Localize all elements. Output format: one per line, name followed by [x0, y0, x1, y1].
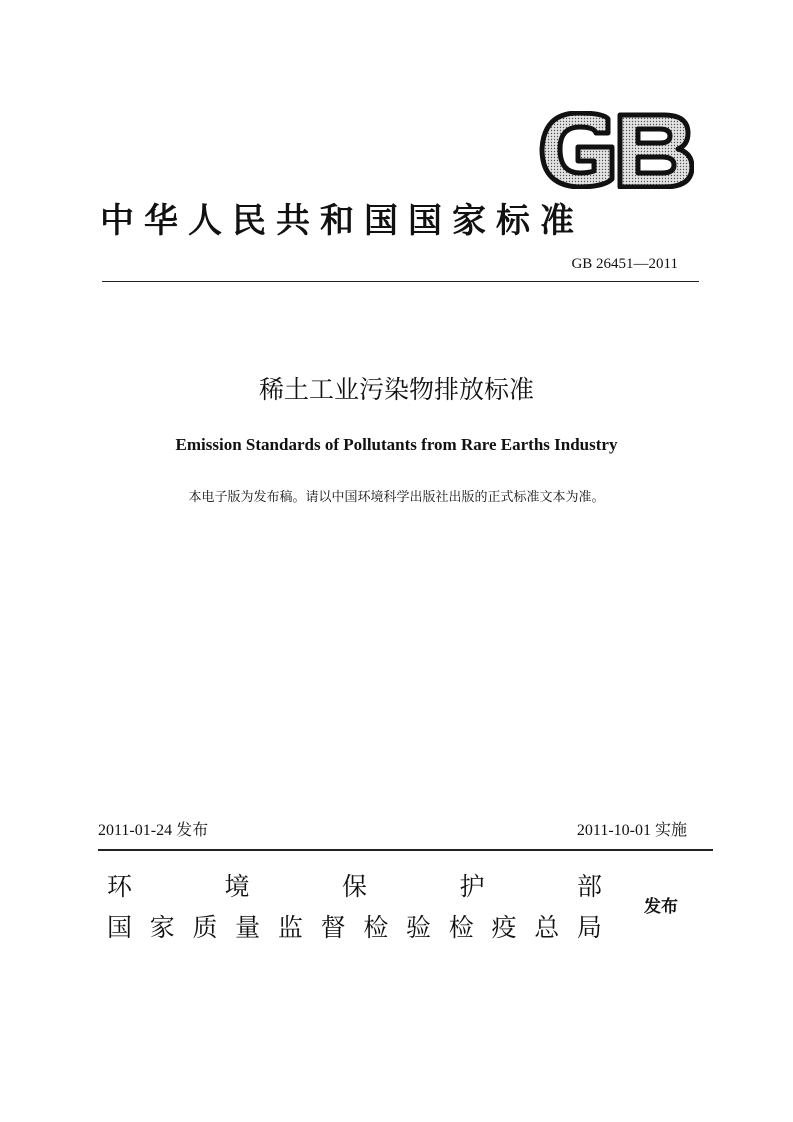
issuer-char: 检	[448, 913, 474, 942]
issuer-char: 验	[406, 913, 432, 942]
issuer-quality-supervision-administration	[107, 911, 602, 945]
issuer-char: 保	[341, 872, 367, 901]
issuer-char: 检	[363, 913, 389, 942]
issue-date: 2011-01-24 发布	[98, 822, 209, 839]
issuer-char: 环	[107, 872, 133, 901]
dates-divider	[98, 849, 713, 851]
standard-title-chinese: 稀土工业污染物排放标准	[258, 375, 534, 404]
standard-number: GB 26451—2011	[571, 256, 678, 272]
issuer-char: 督	[320, 913, 346, 942]
issuer-char: 国	[107, 913, 133, 942]
standard-title-english: Emission Standards of Pollutants from Rare Earths Industry	[175, 435, 618, 454]
issuer-char: 监	[277, 913, 303, 942]
issuer-char: 疫	[491, 913, 517, 942]
issuer-ministry-environmental-protection	[107, 870, 602, 904]
effective-date: 2011-10-01 实施	[576, 822, 687, 839]
national-standard-title: 中华人民共和国国家标准	[100, 201, 584, 241]
issuer-char: 总	[534, 913, 560, 942]
publish-label: 发布	[644, 897, 678, 917]
gb-logo	[538, 111, 694, 189]
issuer-char: 部	[576, 872, 602, 901]
issuer-char: 质	[192, 913, 218, 942]
gb-logo-icon	[538, 111, 694, 189]
issuer-char: 局	[576, 913, 602, 942]
header-divider	[102, 281, 699, 282]
issuer-char: 家	[149, 913, 175, 942]
issuer-char: 境	[224, 872, 250, 901]
issuer-char: 量	[235, 913, 261, 942]
electronic-version-note: 本电子版为发布稿。请以中国环境科学出版社出版的正式标准文本为准。	[188, 490, 605, 505]
issuer-char: 护	[459, 872, 485, 901]
